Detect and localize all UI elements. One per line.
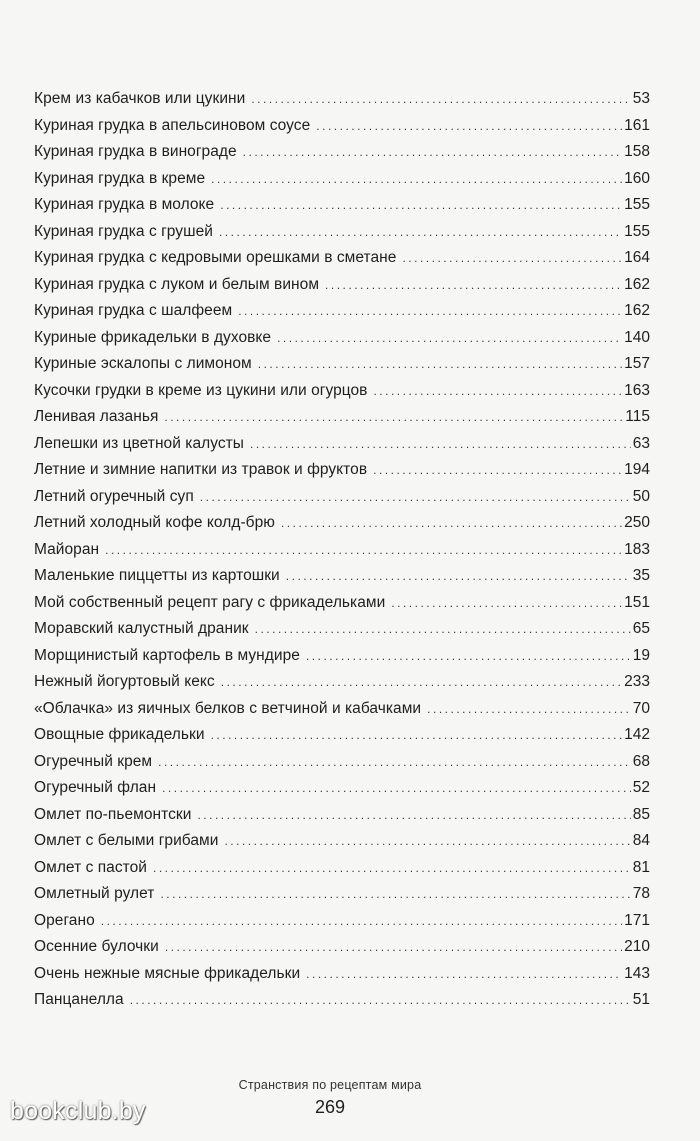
entry-title: Ленивая лазанья — [34, 408, 159, 425]
index-entry — [34, 775, 650, 802]
dot-leader — [250, 431, 631, 458]
index-entry — [34, 166, 650, 193]
dot-leader — [219, 219, 622, 246]
index-entry — [34, 987, 650, 1014]
page-number: 269 — [314, 1097, 346, 1117]
dot-leader — [221, 669, 622, 696]
index-entry — [34, 537, 650, 564]
entry-title: Куриная грудка с шалфеем — [34, 302, 233, 319]
entry-page-number: 194 — [624, 461, 650, 478]
entry-page-number: 78 — [632, 885, 650, 902]
entry-title: Мой собственный рецепт рагу с фрикадельками — [34, 593, 386, 611]
dot-leader — [211, 166, 622, 193]
entry-title: Куриные эскалопы с лимоном — [34, 355, 252, 372]
entry-page-number: 158 — [624, 143, 650, 160]
index-entry — [34, 696, 650, 723]
entry-page-number: 163 — [624, 381, 650, 399]
index-entry — [34, 563, 650, 590]
entry-page-number: 164 — [624, 249, 650, 266]
index-entry — [34, 325, 650, 352]
index-entry — [34, 934, 650, 961]
dot-leader — [224, 828, 630, 855]
dot-leader — [105, 537, 622, 564]
dot-leader — [211, 722, 623, 749]
dot-leader — [162, 775, 631, 802]
dot-leader — [373, 378, 622, 405]
entry-title: Куриная грудка с луком и белым вином — [34, 275, 320, 293]
dot-leader — [427, 696, 631, 723]
entry-page-number: 65 — [632, 620, 650, 637]
entry-page-number: 35 — [632, 567, 650, 584]
dot-leader — [160, 881, 630, 908]
dot-leader — [325, 272, 622, 299]
entry-page-number: 233 — [624, 673, 650, 690]
entry-title: Куриная грудка в креме — [34, 169, 206, 187]
entry-title: Огуречный крем — [34, 752, 153, 770]
entry-title: Куриная грудка с кедровыми орешками в сметане — [34, 249, 397, 266]
dot-leader — [197, 802, 630, 829]
index-entry — [34, 722, 650, 749]
index-entry — [34, 510, 650, 537]
entry-page-number: 161 — [624, 116, 650, 134]
entry-title: «Облачка» из яичных белков с ветчиной и кабачками — [34, 699, 422, 717]
entry-title: Летний огуречный суп — [34, 487, 194, 505]
recipe-index-list — [34, 86, 650, 1014]
index-entry — [34, 881, 650, 908]
dot-leader — [277, 325, 622, 352]
entry-page-number: 250 — [624, 514, 650, 531]
dot-leader — [251, 86, 630, 113]
watermark-logo: bookclub.by — [10, 1097, 146, 1125]
dot-leader — [373, 457, 622, 484]
entry-title: Омлет с белыми грибами — [34, 832, 219, 849]
index-entry — [34, 908, 650, 935]
index-entry — [34, 86, 650, 113]
entry-page-number: 19 — [632, 646, 650, 664]
index-entry — [34, 802, 650, 829]
entry-page-number: 115 — [625, 408, 650, 425]
index-entry — [34, 669, 650, 696]
dot-leader — [158, 749, 631, 776]
index-entry — [34, 192, 650, 219]
index-entry — [34, 139, 650, 166]
entry-page-number: 50 — [632, 487, 650, 505]
index-entry — [34, 749, 650, 776]
entry-title: Лепешки из цветной калусты — [34, 434, 244, 452]
entry-page-number: 162 — [624, 302, 650, 319]
index-entry — [34, 272, 650, 299]
entry-title: Овощные фрикадельки — [34, 726, 205, 743]
dot-leader — [220, 192, 622, 219]
entry-page-number: 70 — [632, 699, 650, 717]
entry-title: Омлет по-пьемонтски — [34, 805, 192, 823]
dot-leader — [306, 961, 622, 988]
entry-title: Осенние булочки — [34, 938, 159, 955]
dot-leader — [281, 510, 622, 537]
entry-title: Омлетный рулет — [34, 885, 155, 902]
entry-page-number: 84 — [632, 832, 650, 849]
dot-leader — [306, 643, 631, 670]
index-entry — [34, 113, 650, 140]
entry-page-number: 160 — [624, 169, 650, 187]
index-entry — [34, 351, 650, 378]
entry-title: Крем из кабачков или цукини — [34, 90, 246, 107]
index-entry — [34, 431, 650, 458]
index-entry — [34, 643, 650, 670]
entry-title: Орегано — [34, 911, 95, 929]
entry-page-number: 162 — [624, 275, 650, 293]
entry-title: Куриные фрикадельки в духовке — [34, 328, 272, 346]
dot-leader — [153, 855, 631, 882]
entry-page-number: 68 — [632, 752, 650, 770]
index-entry — [34, 484, 650, 511]
index-entry — [34, 457, 650, 484]
entry-page-number: 140 — [624, 328, 650, 346]
dot-leader — [255, 616, 631, 643]
entry-title: Очень нежные мясные фрикадельки — [34, 964, 301, 982]
index-entry — [34, 404, 650, 431]
entry-page-number: 85 — [632, 805, 650, 823]
entry-page-number: 151 — [624, 593, 650, 611]
entry-title: Майоран — [34, 540, 100, 558]
dot-leader — [316, 113, 622, 140]
entry-title: Летние и зимние напитки из травок и фруктов — [34, 461, 368, 478]
entry-page-number: 155 — [624, 196, 650, 213]
dot-leader — [101, 908, 622, 935]
entry-page-number: 157 — [624, 355, 650, 372]
entry-page-number: 183 — [624, 540, 650, 558]
entry-page-number: 52 — [632, 779, 650, 796]
index-entry — [34, 855, 650, 882]
entry-title: Куриная грудка с грушей — [34, 222, 213, 240]
entry-title: Кусочки грудки в креме из цукини или огурцов — [34, 381, 368, 399]
dot-leader — [243, 139, 622, 166]
dot-leader — [200, 484, 631, 511]
index-entry — [34, 378, 650, 405]
dot-leader — [286, 563, 631, 590]
entry-title: Куриная грудка в винограде — [34, 143, 237, 160]
entry-title: Маленькие пиццетты из картошки — [34, 567, 280, 584]
entry-title: Омлет с пастой — [34, 858, 147, 876]
entry-page-number: 51 — [632, 991, 650, 1008]
index-entry — [34, 961, 650, 988]
entry-page-number: 63 — [632, 434, 650, 452]
entry-title: Панцанелла — [34, 991, 124, 1008]
index-entry — [34, 245, 650, 272]
index-entry — [34, 828, 650, 855]
index-entry — [34, 616, 650, 643]
entry-title: Моравский калустный драник — [34, 620, 249, 637]
dot-leader — [402, 245, 622, 272]
entry-page-number: 155 — [624, 222, 650, 240]
entry-title: Куриная грудка в молоке — [34, 196, 215, 213]
dot-leader — [130, 987, 631, 1014]
entry-title: Куриная грудка в апельсиновом соусе — [34, 116, 311, 134]
dot-leader — [164, 404, 623, 431]
footer-book-title: Странствия по рецептам мира — [238, 1078, 422, 1092]
index-entry — [34, 298, 650, 325]
index-entry — [34, 219, 650, 246]
entry-page-number: 142 — [624, 726, 650, 743]
dot-leader — [391, 590, 622, 617]
index-entry — [34, 590, 650, 617]
entry-title: Морщинистый картофель в мундире — [34, 646, 300, 664]
entry-page-number: 210 — [624, 938, 650, 955]
entry-page-number: 53 — [632, 90, 650, 107]
entry-title: Огуречный флан — [34, 779, 157, 796]
entry-page-number: 171 — [624, 911, 650, 929]
entry-title: Нежный йогуртовый кекс — [34, 673, 215, 690]
entry-page-number: 81 — [632, 858, 650, 876]
dot-leader — [165, 934, 622, 961]
entry-page-number: 143 — [624, 964, 650, 982]
entry-title: Летний холодный кофе колд-брю — [34, 514, 275, 531]
dot-leader — [238, 298, 622, 325]
dot-leader — [258, 351, 622, 378]
